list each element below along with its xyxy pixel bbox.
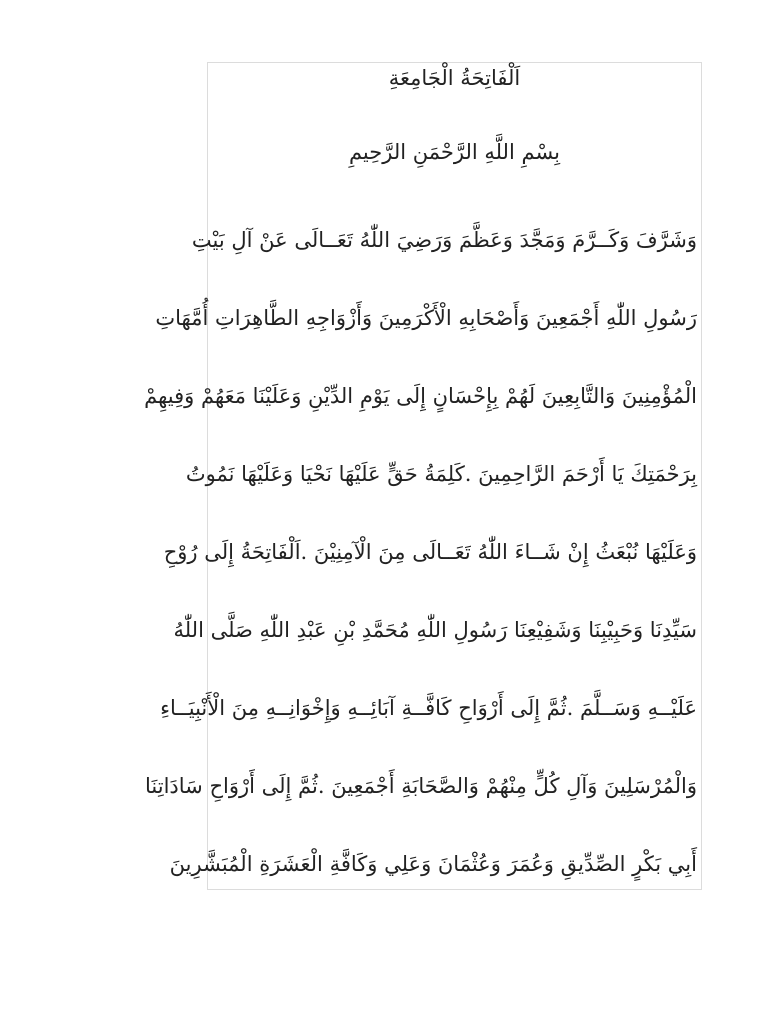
- document-title: اَلْفَاتِحَةُ الْجَامِعَةِ: [388, 66, 521, 90]
- basmala: بِسْمِ اللَّهِ الرَّحْمَنِ الرَّحِيمِ: [348, 140, 561, 164]
- text-line-7: عَلَيْــهِ وَسَــلَّمَ .ثُمَّ إِلَى أَرْوَاحِ كَافَّــةِ آبَائِــهِ وَإِخْوَانِــهِ مِنَ الْأَنْبِيَــاءِ: [160, 696, 697, 720]
- text-line-3: الْمُؤْمِنِينَ وَالتَّابِعِينَ لَهُمْ بِإِحْسَانٍ إِلَى يَوْمِ الدِّيْنِ وَعَلَيْنَا مَعَهُمْ وَفِيهِمْ: [144, 384, 697, 408]
- text-line-2: رَسُولِ اللّٰهِ أَجْمَعِينَ وَأَصْحَابِهِ الْأَكْرَمِينَ وَأَزْوَاجِهِ الطَّاهِرَاتِ أُمَّهَاتِ: [155, 306, 697, 330]
- text-line-6: سَيِّدِنَا وَحَبِيْبِنَا وَشَفِيْعِنَا رَسُولِ اللّٰهِ مُحَمَّدِ بْنِ عَبْدِ اللّٰهِ صَلَّى اللّٰهُ: [173, 618, 697, 642]
- text-line-9: أَبِي بَكْرٍ الصِّدِّيقِ وَعُمَرَ وَعُثْمَانَ وَعَلِي وَكَافَّةِ الْعَشَرَةِ الْمُبَشَّرِينَ: [169, 852, 697, 876]
- text-frame: [144, 62, 702, 890]
- text-line-4: بِرَحْمَتِكَ يَا أَرْحَمَ الرَّاحِمِينَ .كَلِمَةُ حَقٍّ عَلَيْهَا نَحْيَا وَعَلَيْهَا نَمُوتُ: [185, 462, 697, 486]
- text-line-8: وَالْمُرْسَلِينَ وَآلِ كُلٍّ مِنْهُمْ وَالصَّحَابَةِ أَجْمَعِينَ .ثُمَّ إِلَى أَرْوَاحِ سَادَاتِنَا: [145, 774, 697, 798]
- text-line-1: وَشَرَّفَ وَكَــرَّمَ وَمَجَّدَ وَعَظَّمَ وَرَضِيَ اللّٰهُ تَعَــالَى عَنْ آلِ بَيْتِ: [191, 228, 697, 252]
- text-line-5: وَعَلَيْهَا نُبْعَثُ إِنْ شَــاءَ اللّٰهُ تَعَــالَى مِنَ الْآمِنِيْنَ .اَلْفَاتِحَةُ إِلَى رُوْحِ: [163, 540, 697, 564]
